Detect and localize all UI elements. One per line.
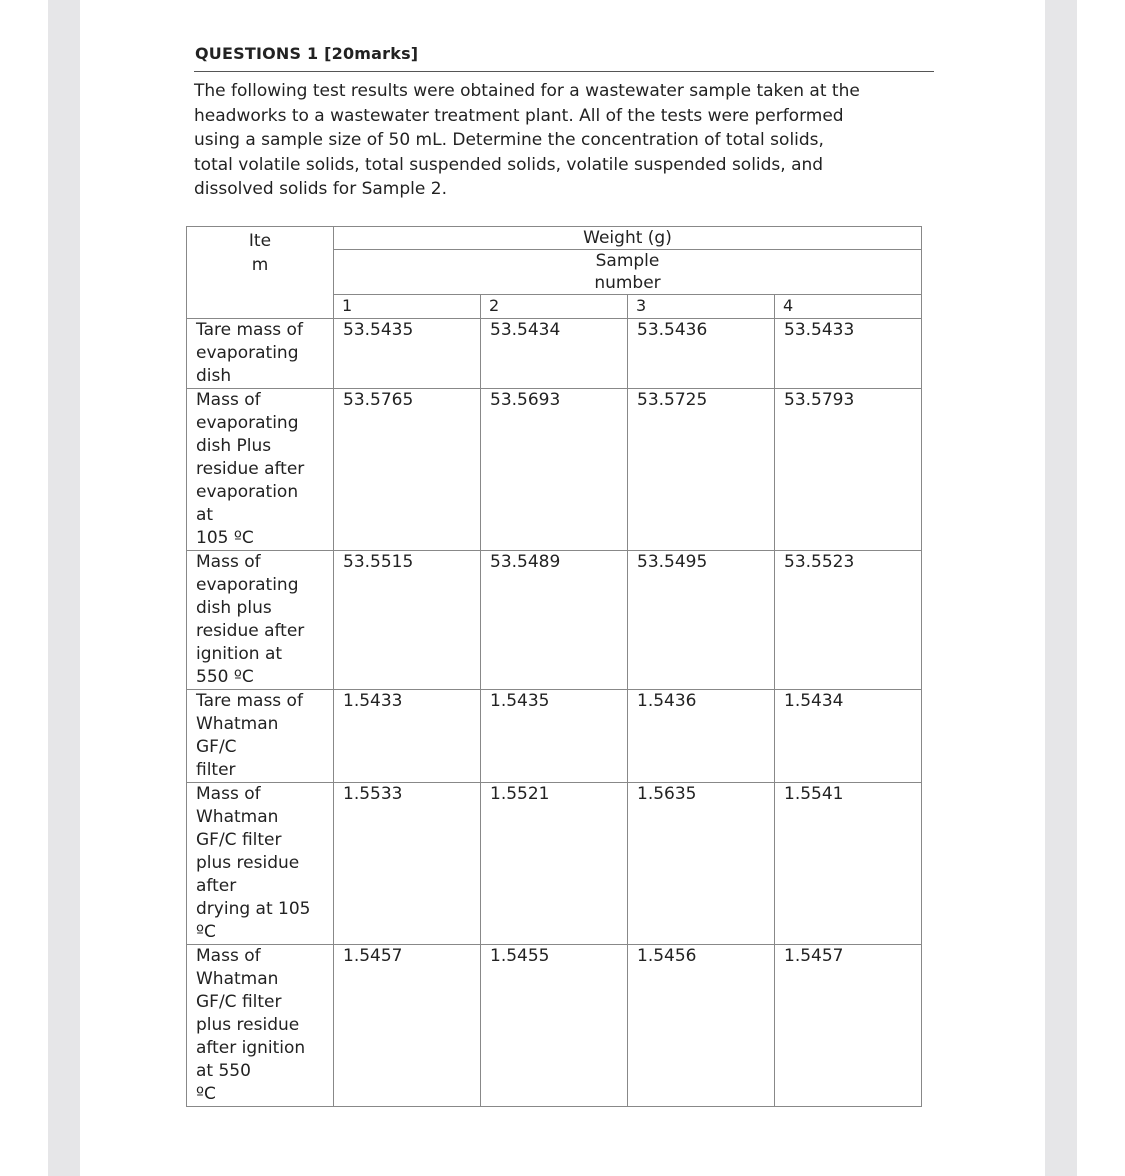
weight-value: 53.5495: [628, 551, 775, 690]
weight-value: 53.5765: [334, 389, 481, 551]
weight-value: 1.5457: [334, 945, 481, 1107]
table-row: [187, 690, 922, 783]
weight-value: 53.5523: [775, 551, 922, 690]
table-row: [187, 551, 922, 690]
weight-value: 1.5541: [775, 783, 922, 945]
weight-value: 53.5433: [775, 319, 922, 389]
weight-value: 1.5635: [628, 783, 775, 945]
question-title: QUESTIONS 1 [20marks]: [195, 44, 419, 63]
weight-header: Weight (g): [334, 227, 922, 250]
weight-value: 53.5693: [481, 389, 628, 551]
table-row: [187, 783, 922, 945]
sample-number: 3: [628, 295, 775, 319]
weight-value: 53.5515: [334, 551, 481, 690]
sample-number: 2: [481, 295, 628, 319]
left-gutter: [48, 0, 80, 1176]
weight-value: 53.5436: [628, 319, 775, 389]
sample-number: 4: [775, 295, 922, 319]
item-header: Ite m: [187, 227, 334, 319]
weight-value: 53.5793: [775, 389, 922, 551]
weight-value: 1.5435: [481, 690, 628, 783]
weight-value: 1.5533: [334, 783, 481, 945]
weight-value: 1.5436: [628, 690, 775, 783]
row-label: Mass of evaporating dish Plus residue after evaporation at 105 ºC: [187, 389, 334, 551]
row-label: Tare mass of evaporating dish: [187, 319, 334, 389]
row-label: Mass of Whatman GF/C filter plus residue after drying at 105 ºC: [187, 783, 334, 945]
table-row: [187, 389, 922, 551]
row-label: Tare mass of Whatman GF/C filter: [187, 690, 334, 783]
weight-value: 53.5434: [481, 319, 628, 389]
weight-value: 1.5455: [481, 945, 628, 1107]
sample-number: 1: [334, 295, 481, 319]
weight-value: 53.5435: [334, 319, 481, 389]
question-text: The following test results were obtained for a wastewater sample taken at the headworks to a wastewater treatment plant. All of the tests were performed using a sample size of 50 mL. Determine the concentration of total solids, total volatile solids, total suspended solids, volatile suspended solids, and dissolved solids for Sample 2.: [194, 81, 860, 200]
results-table: [186, 226, 922, 1107]
weight-value: 1.5434: [775, 690, 922, 783]
weight-value: 53.5725: [628, 389, 775, 551]
weight-value: 1.5521: [481, 783, 628, 945]
weight-value: 1.5456: [628, 945, 775, 1107]
weight-value: 1.5457: [775, 945, 922, 1107]
table-row: [187, 319, 922, 389]
weight-value: 1.5433: [334, 690, 481, 783]
title-divider: [194, 71, 934, 72]
row-label: Mass of evaporating dish plus residue after ignition at 550 ºC: [187, 551, 334, 690]
right-gutter: [1045, 0, 1077, 1176]
row-label: Mass of Whatman GF/C filter plus residue after ignition at 550 ºC: [187, 945, 334, 1107]
table-row: [187, 945, 922, 1107]
weight-value: 53.5489: [481, 551, 628, 690]
sample-number-header: Sample number: [334, 250, 922, 295]
